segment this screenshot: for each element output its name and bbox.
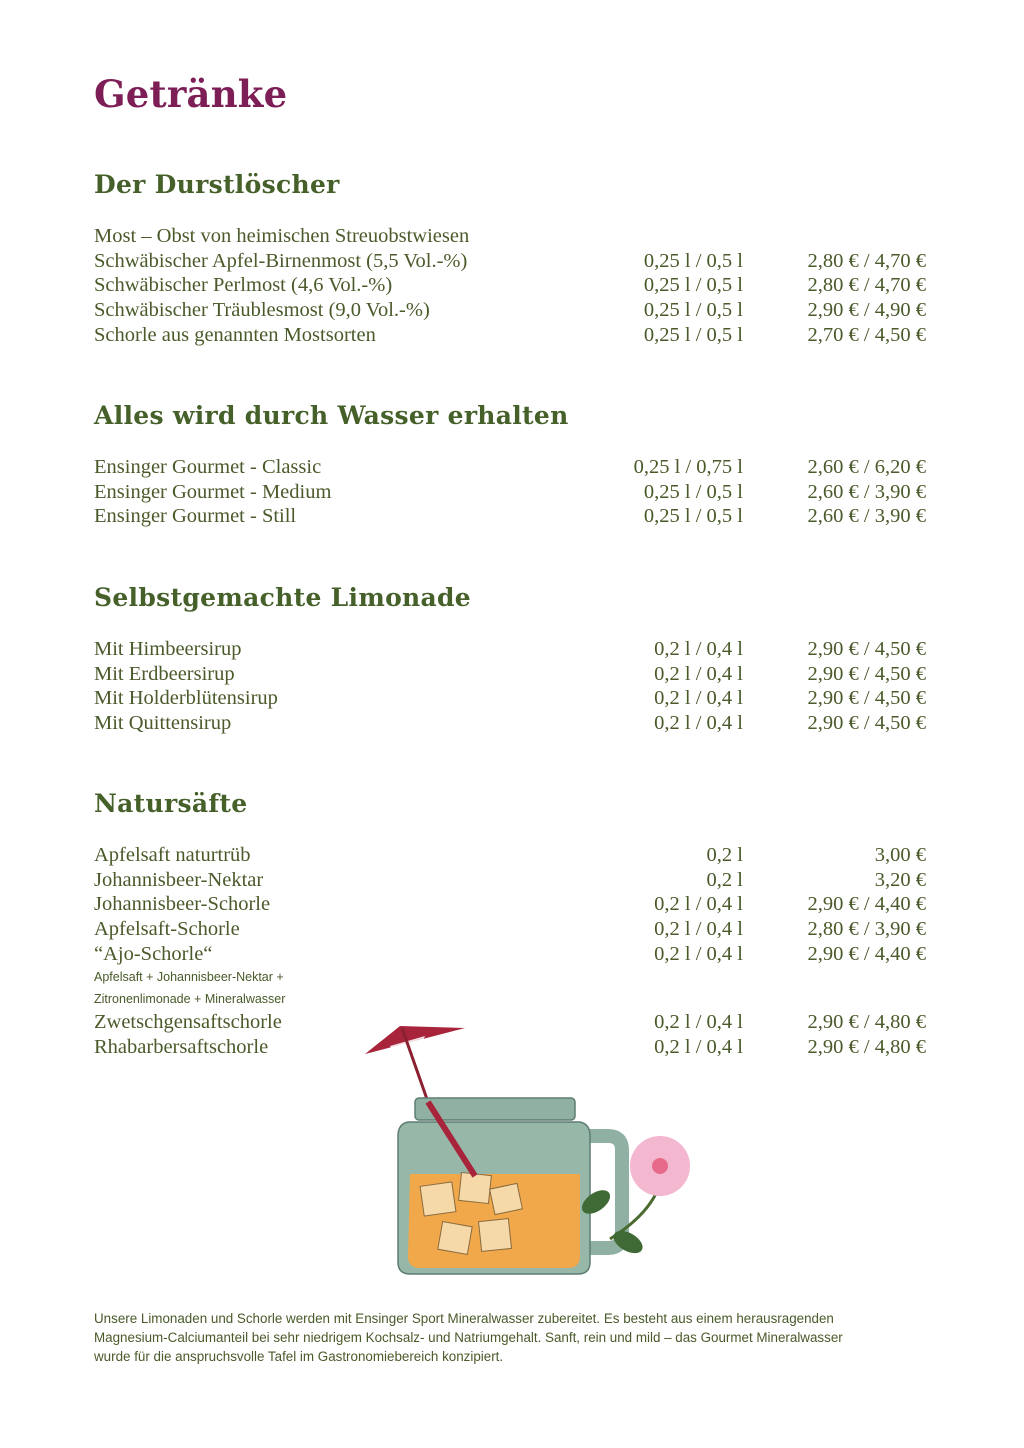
item-name: Ensinger Gourmet - Classic bbox=[94, 456, 322, 478]
item-price: 2,90 € / 4,50 € bbox=[807, 687, 926, 710]
item-description: Apfelsaft + Johannisbeer-Nektar + bbox=[94, 970, 284, 985]
menu-item bbox=[94, 480, 926, 505]
item-name: Mit Himbeersirup bbox=[94, 638, 242, 660]
section-limonade bbox=[94, 583, 926, 735]
footnote-line: wurde für die anspruchsvolle Tafel im Gastronomiebereich konzipiert. bbox=[94, 1349, 504, 1364]
item-size: 0,25 l / 0,5 l bbox=[643, 274, 743, 297]
item-size: 0,25 l / 0,5 l bbox=[643, 323, 743, 346]
item-price: 2,90 € / 4,40 € bbox=[807, 942, 926, 965]
item-name: Schwäbischer Apfel-Birnenmost (5,5 Vol.-%) bbox=[94, 249, 468, 272]
item-name: Schorle aus genannten Mostsorten bbox=[94, 323, 376, 346]
menu-item bbox=[94, 273, 926, 298]
umbrella-icon bbox=[365, 1026, 465, 1102]
item-size: 0,2 l / 0,4 l bbox=[654, 662, 743, 685]
item-price: 2,90 € / 4,50 € bbox=[807, 662, 926, 685]
item-size: 0,25 l / 0,75 l bbox=[633, 456, 743, 478]
item-price: 2,80 € / 4,70 € bbox=[807, 249, 926, 272]
menu-item bbox=[94, 504, 926, 529]
menu-item bbox=[94, 455, 926, 480]
section-natursaefte bbox=[94, 789, 926, 1059]
item-price: 2,90 € / 4,80 € bbox=[807, 1036, 926, 1059]
page-title: Getränke bbox=[94, 72, 288, 116]
item-price: 2,70 € / 4,50 € bbox=[807, 323, 926, 346]
item-name: Ensinger Gourmet - Medium bbox=[94, 480, 332, 503]
item-size: 0,25 l / 0,5 l bbox=[643, 249, 743, 272]
item-size: 0,2 l / 0,4 l bbox=[654, 687, 743, 710]
item-size: 0,25 l / 0,5 l bbox=[643, 480, 743, 503]
item-price: 2,80 € / 3,90 € bbox=[807, 918, 926, 941]
item-price: 2,60 € / 6,20 € bbox=[807, 456, 926, 478]
menu-item bbox=[94, 662, 926, 687]
item-price: 2,90 € / 4,80 € bbox=[807, 1011, 926, 1034]
menu-item bbox=[94, 942, 926, 967]
item-description: Zitronenlimonade + Mineralwasser bbox=[94, 992, 286, 1007]
item-size: 0,2 l / 0,4 l bbox=[654, 942, 743, 965]
item-name: Rhabarbersaftschorle bbox=[94, 1036, 269, 1059]
section-heading: Selbstgemachte Limonade bbox=[94, 583, 472, 612]
section-wasser bbox=[94, 401, 926, 528]
flower-icon bbox=[578, 1136, 690, 1258]
section-intro: Most – Obst von heimischen Streuobstwiesen bbox=[94, 225, 470, 247]
section-durstloescher bbox=[94, 170, 926, 346]
footnote-line: Unsere Limonaden und Schorle werden mit Ensinger Sport Mineralwasser zubereitet. Es besteht aus einem herausragenden bbox=[94, 1311, 834, 1326]
item-size: 0,2 l / 0,4 l bbox=[654, 638, 743, 660]
item-price: 3,20 € bbox=[874, 868, 926, 891]
item-price: 2,60 € / 3,90 € bbox=[807, 480, 926, 503]
item-size: 0,25 l / 0,5 l bbox=[643, 299, 743, 322]
item-name: Ensinger Gourmet - Still bbox=[94, 505, 297, 528]
item-size: 0,2 l bbox=[706, 844, 743, 866]
footnote bbox=[94, 1309, 954, 1366]
menu-item bbox=[94, 323, 926, 348]
item-name: Apfelsaft-Schorle bbox=[94, 918, 240, 941]
menu-item bbox=[94, 298, 926, 323]
section-heading: Alles wird durch Wasser erhalten bbox=[94, 401, 569, 430]
item-price: 2,80 € / 4,70 € bbox=[807, 274, 926, 297]
item-price: 2,90 € / 4,40 € bbox=[807, 893, 926, 916]
item-name: Johannisbeer-Schorle bbox=[94, 893, 271, 916]
item-name: Mit Holderblütensirup bbox=[94, 687, 278, 710]
item-name: Schwäbischer Träublesmost (9,0 Vol.-%) bbox=[94, 299, 430, 322]
item-name: Apfelsaft naturtrüb bbox=[94, 844, 251, 866]
item-size: 0,2 l / 0,4 l bbox=[654, 893, 743, 916]
footnote-line: Magnesium-Calciumanteil bei sehr niedrigem Kochsalz- und Natriumgehalt. Sanft, rein und mild – das Gourmet Mineralwasser bbox=[94, 1330, 843, 1345]
menu-item bbox=[94, 843, 926, 868]
item-price: 2,90 € / 4,50 € bbox=[807, 712, 926, 735]
section-heading: Natursäfte bbox=[94, 789, 248, 818]
menu-item bbox=[94, 249, 926, 274]
drink-illustration bbox=[360, 1024, 710, 1284]
section-heading: Der Durstlöscher bbox=[94, 170, 340, 199]
item-size: 0,2 l / 0,4 l bbox=[654, 1011, 743, 1034]
item-name: Schwäbischer Perlmost (4,6 Vol.-%) bbox=[94, 274, 393, 297]
menu-item bbox=[94, 686, 926, 711]
item-name: Johannisbeer-Nektar bbox=[94, 868, 264, 891]
item-size: 0,2 l / 0,4 l bbox=[654, 712, 743, 735]
item-size: 0,2 l / 0,4 l bbox=[654, 1036, 743, 1059]
item-name: “Ajo-Schorle“ bbox=[94, 942, 213, 965]
menu-item bbox=[94, 711, 926, 736]
item-size: 0,2 l bbox=[706, 868, 743, 891]
item-name: Zwetschgensaftschorle bbox=[94, 1011, 282, 1034]
item-price: 2,60 € / 3,90 € bbox=[807, 505, 926, 528]
item-size: 0,2 l / 0,4 l bbox=[654, 918, 743, 941]
item-size: 0,25 l / 0,5 l bbox=[643, 505, 743, 528]
item-price: 3,00 € bbox=[874, 844, 926, 866]
menu-item bbox=[94, 637, 926, 662]
menu-item bbox=[94, 892, 926, 917]
item-name: Mit Quittensirup bbox=[94, 712, 232, 735]
item-price: 2,90 € / 4,90 € bbox=[807, 299, 926, 322]
menu-item bbox=[94, 917, 926, 942]
jar-icon bbox=[398, 1098, 590, 1274]
item-price: 2,90 € / 4,50 € bbox=[807, 638, 926, 660]
menu-item bbox=[94, 868, 926, 893]
item-name: Mit Erdbeersirup bbox=[94, 662, 235, 685]
